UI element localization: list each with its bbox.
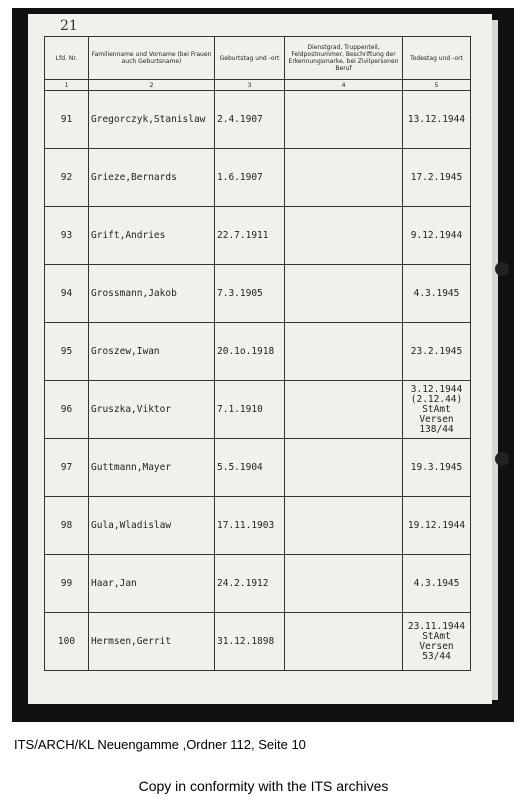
entry-number: 93: [45, 207, 89, 265]
punch-hole-icon: [495, 452, 509, 466]
table-row: [45, 149, 471, 207]
entry-rank: [285, 149, 403, 207]
entry-birth: 7.3.1905: [215, 265, 285, 323]
entry-rank: [285, 323, 403, 381]
entry-rank: [285, 439, 403, 497]
entry-death: 23.2.1945: [403, 323, 471, 381]
entry-rank: [285, 381, 403, 439]
entry-death: 23.11.1944 StAmt Versen 53/44: [403, 613, 471, 671]
entry-birth: 17.11.1903: [215, 497, 285, 555]
entry-number: 96: [45, 381, 89, 439]
table-row: [45, 91, 471, 149]
table-row: [45, 555, 471, 613]
table-row: [45, 439, 471, 497]
entry-birth: 22.7.1911: [215, 207, 285, 265]
entry-death: 9.12.1944: [403, 207, 471, 265]
entry-death: 19.12.1944: [403, 497, 471, 555]
table-row: [45, 265, 471, 323]
entry-number: 91: [45, 91, 89, 149]
header-rank: Dienstgrad, Truppenteil, Feldpostnummer, Beschriftung der Erkennungsmarke, bei Zivilpersonen Beruf: [285, 37, 403, 80]
table-row: [45, 381, 471, 439]
table-row: [45, 613, 471, 671]
entry-name: Grossmann,Jakob: [89, 265, 215, 323]
entry-death: 3.12.1944 (2.12.44) StAmt Versen 138/44: [403, 381, 471, 439]
entry-rank: [285, 613, 403, 671]
entry-rank: [285, 91, 403, 149]
archive-reference: ITS/ARCH/KL Neuengamme ,Ordner 112, Seite 10: [14, 737, 306, 752]
entry-rank: [285, 207, 403, 265]
entry-name: Haar,Jan: [89, 555, 215, 613]
entry-birth: 2.4.1907: [215, 91, 285, 149]
column-number: 2: [89, 80, 215, 91]
entry-death: 4.3.1945: [403, 265, 471, 323]
column-number: 1: [45, 80, 89, 91]
entry-rank: [285, 555, 403, 613]
entry-number: 97: [45, 439, 89, 497]
entry-number: 95: [45, 323, 89, 381]
page-mark: 21: [60, 18, 78, 34]
header-birth: Geburtstag und -ort: [215, 37, 285, 80]
entry-death: 19.3.1945: [403, 439, 471, 497]
punch-hole-icon: [495, 262, 509, 276]
table-row: [45, 207, 471, 265]
entry-name: Gula,Wladislaw: [89, 497, 215, 555]
entry-name: Guttmann,Mayer: [89, 439, 215, 497]
entry-number: 94: [45, 265, 89, 323]
entry-death: 4.3.1945: [403, 555, 471, 613]
entry-name: Grift,Andries: [89, 207, 215, 265]
entry-number: 92: [45, 149, 89, 207]
entry-rank: [285, 497, 403, 555]
entry-birth: 1.6.1907: [215, 149, 285, 207]
header-nr: Lfd. Nr.: [45, 37, 89, 80]
entry-name: Gregorczyk,Stanislaw: [89, 91, 215, 149]
entry-name: Groszew,Iwan: [89, 323, 215, 381]
header-name: Familienname und Vorname (bei Frauen auch Geburtsname): [89, 37, 215, 80]
entry-death: 17.2.1945: [403, 149, 471, 207]
column-number: 5: [403, 80, 471, 91]
header-row: [45, 37, 471, 80]
entry-birth: 24.2.1912: [215, 555, 285, 613]
entry-number: 100: [45, 613, 89, 671]
register-table: [44, 36, 471, 671]
entry-death: 13.12.1944: [403, 91, 471, 149]
table-row: [45, 497, 471, 555]
entry-birth: 31.12.1898: [215, 613, 285, 671]
entry-name: Hermsen,Gerrit: [89, 613, 215, 671]
entry-rank: [285, 265, 403, 323]
entry-name: Grieze,Bernards: [89, 149, 215, 207]
entry-birth: 7.1.1910: [215, 381, 285, 439]
entry-number: 98: [45, 497, 89, 555]
column-number: 3: [215, 80, 285, 91]
entry-number: 99: [45, 555, 89, 613]
header-death: Todestag und -ort: [403, 37, 471, 80]
column-number: 4: [285, 80, 403, 91]
entry-birth: 5.5.1904: [215, 439, 285, 497]
column-number-row: [45, 80, 471, 91]
entry-birth: 20.1o.1918: [215, 323, 285, 381]
table-row: [45, 323, 471, 381]
certification-note: Copy in conformity with the ITS archives: [138, 778, 389, 794]
entry-name: Gruszka,Viktor: [89, 381, 215, 439]
